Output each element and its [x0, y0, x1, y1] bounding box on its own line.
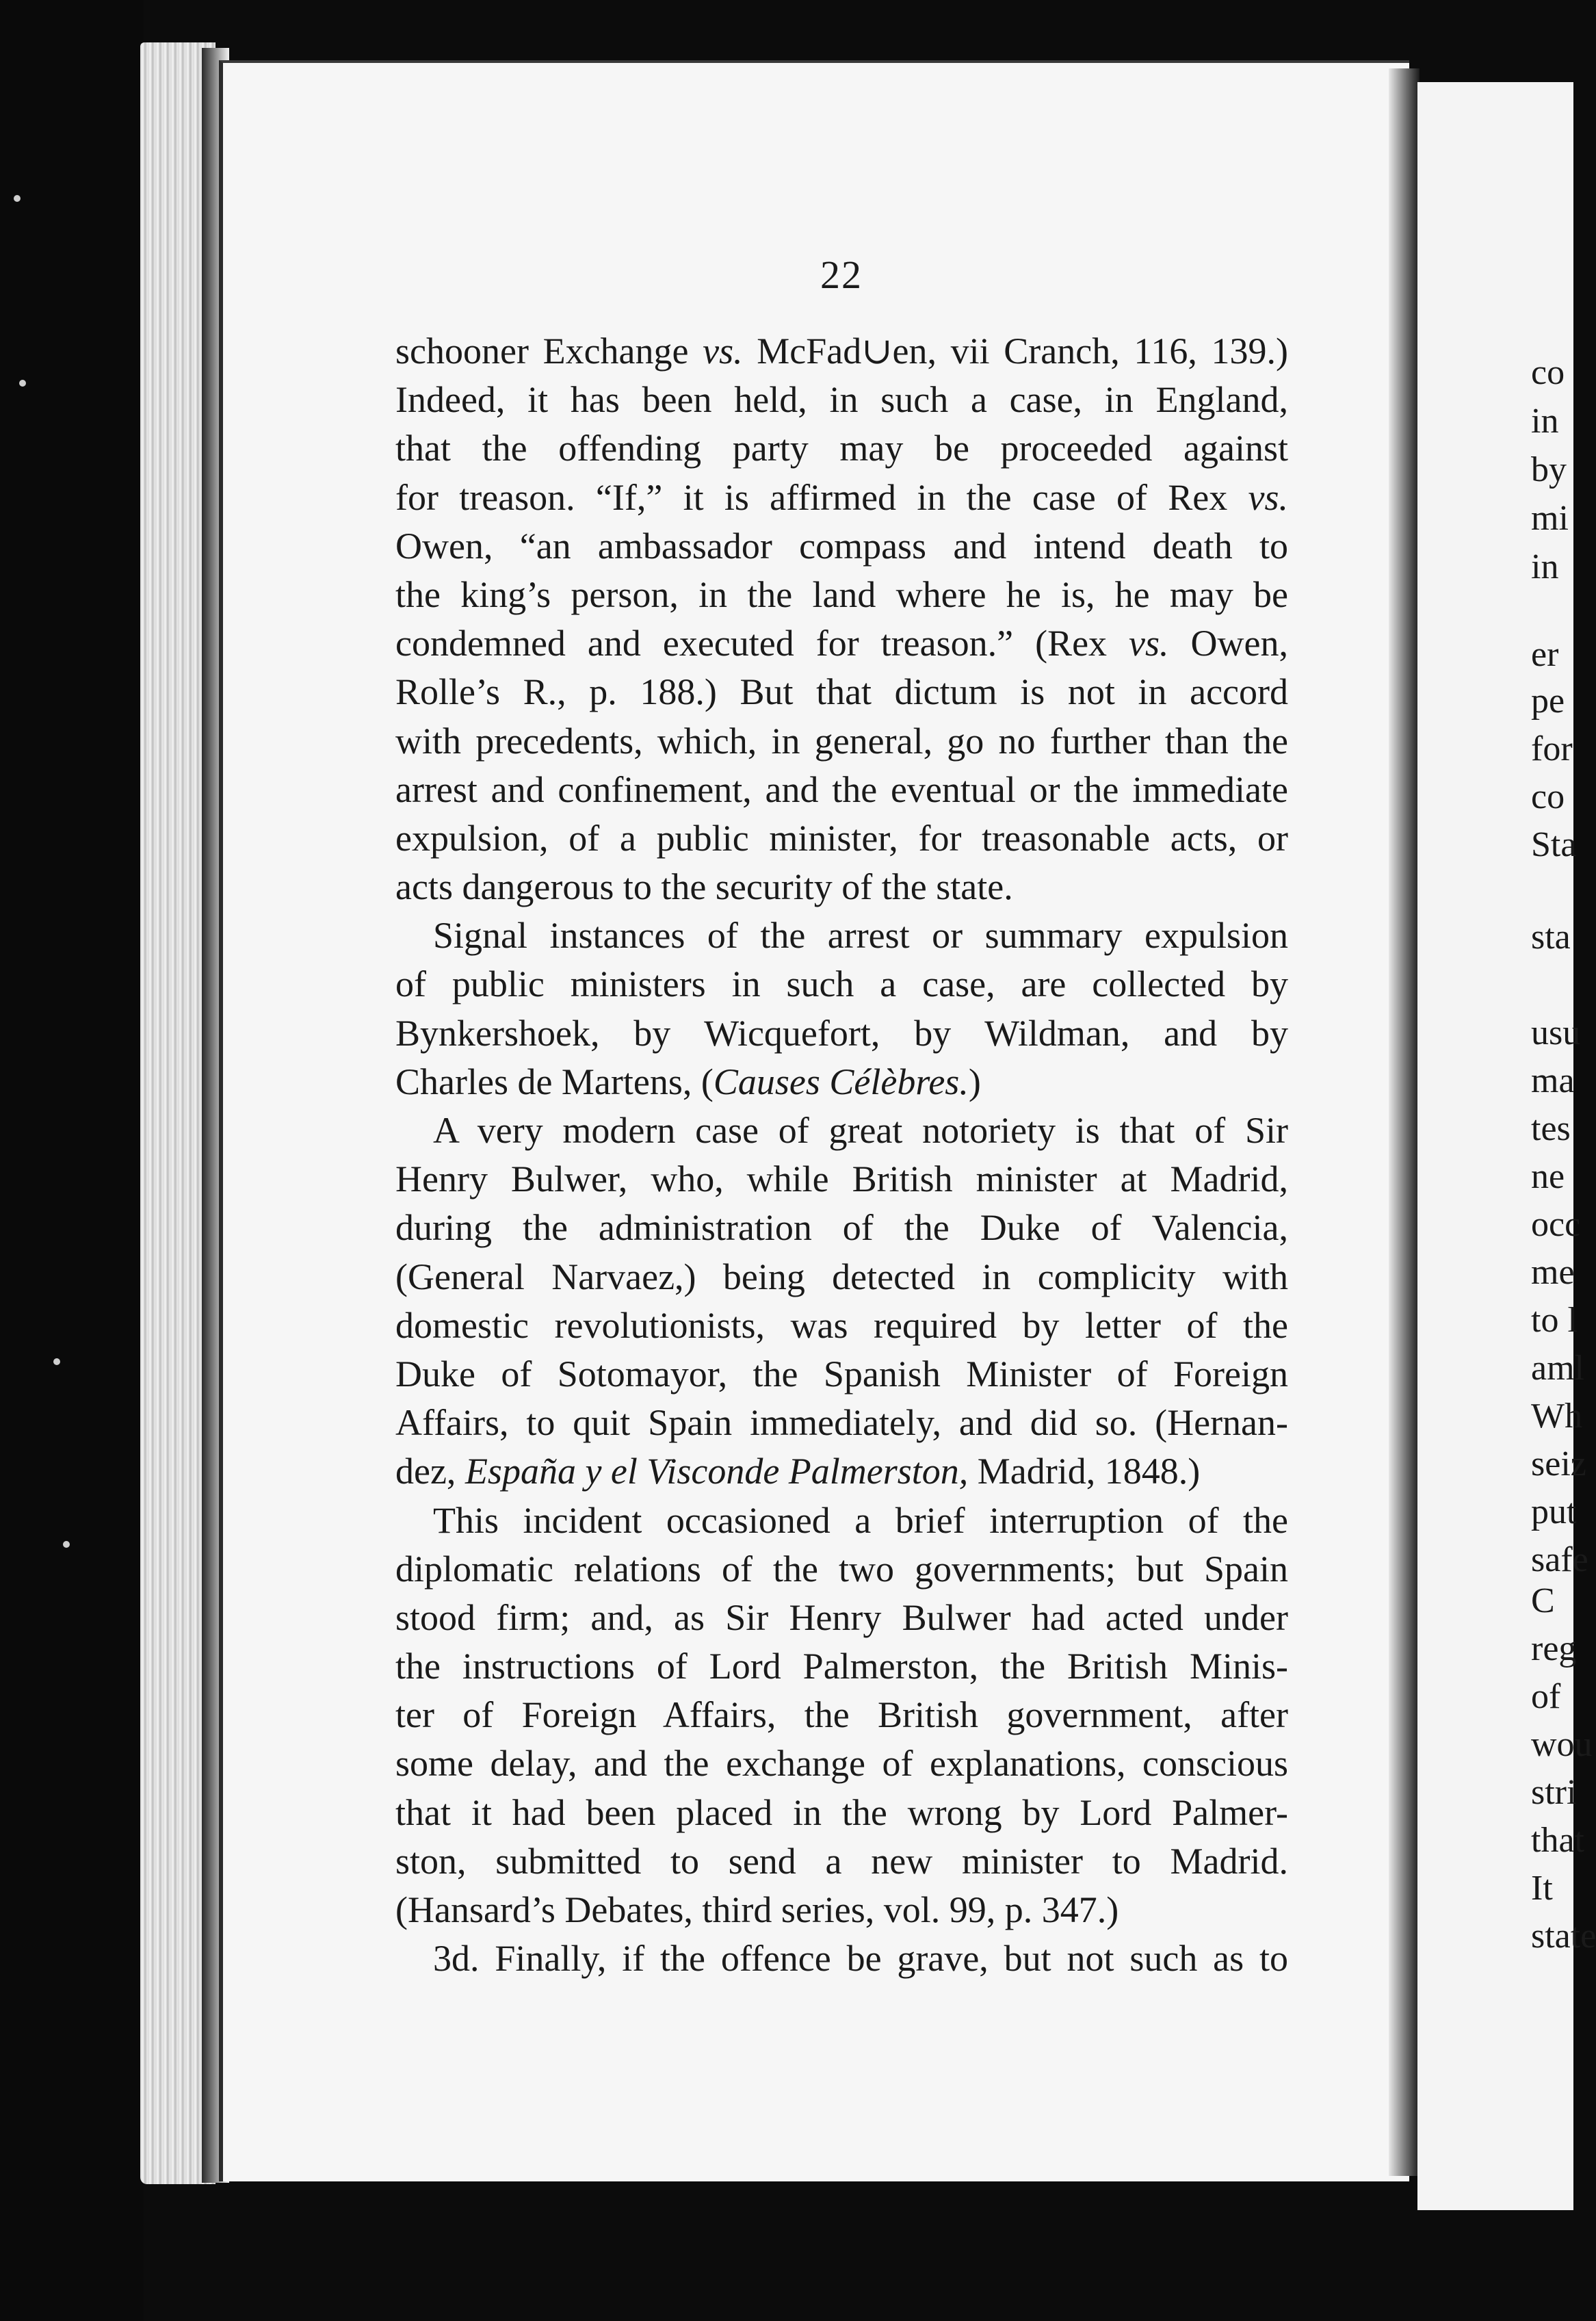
facing-page-fragment: stri [1531, 1773, 1577, 1812]
scan-speck [63, 1541, 70, 1548]
facing-page-fragment: tes [1531, 1109, 1571, 1148]
text-line: Owen, “an ambassador compass and intend death to [395, 525, 1288, 567]
facing-page-fragment: state [1531, 1917, 1596, 1956]
facing-page-fragment: in [1531, 547, 1559, 586]
facing-page-fragment: for [1531, 729, 1573, 768]
facing-page-fragment: wou [1531, 1725, 1593, 1764]
facing-page-fragment: It [1531, 1869, 1553, 1908]
text-line: dez, España y el Visconde Palmerston, Madrid, 1848.) [395, 1451, 1201, 1492]
text-line: some delay, and the exchange of explanations, conscious [395, 1743, 1288, 1785]
text-line: schooner Exchange vs. McFad∪en, vii Cranch, 116, 139.) [395, 330, 1288, 372]
scan-speck [14, 195, 21, 202]
book-gutter [1389, 68, 1420, 2176]
facing-page-fragment: pe [1531, 682, 1565, 721]
book-edge-dark [0, 0, 144, 2321]
facing-page-fragment: seiz [1531, 1444, 1586, 1483]
text-line: Duke of Sotomayor, the Spanish Minister of Foreign [395, 1353, 1288, 1395]
text-line: of public ministers in such a case, are collected by [395, 963, 1288, 1005]
facing-page-fragment: in [1531, 402, 1559, 441]
text-line: (General Narvaez,) being detected in complicity with [395, 1256, 1288, 1297]
facing-page-fragment: sta [1531, 918, 1571, 957]
text-line: 3d. Finally, if the offence be grave, but not such as to [433, 1938, 1288, 1980]
text-line: This incident occasioned a brief interruption of the [433, 1499, 1288, 1541]
text-line: during the administration of the Duke of Valencia, [395, 1207, 1288, 1249]
text-line: diplomatic relations of the two governments; but Spain [395, 1548, 1288, 1590]
page-body-text [395, 327, 1288, 1983]
facing-page-fragment: C [1531, 1581, 1555, 1620]
text-line: Charles de Martens, (Causes Célèbres.) [395, 1061, 981, 1102]
text-line: with precedents, which, in general, go no further than the [395, 720, 1288, 762]
text-line: ston, submitted to send a new minister to Madrid. [395, 1840, 1288, 1882]
scan-speck [19, 380, 26, 387]
text-line: (Hansard’s Debates, third series, vol. 99, p. 347.) [395, 1889, 1119, 1930]
facing-page-fragment: aml [1531, 1349, 1584, 1388]
text-line: Rolle’s R., p. 188.) But that dictum is not in accord [395, 671, 1288, 713]
text-line: A very modern case of great notoriety is that of Sir [433, 1110, 1288, 1151]
text-line: for treason. “If,” it is affirmed in the case of Rex vs. [395, 476, 1288, 518]
text-line: Henry Bulwer, who, while British minister at Madrid, [395, 1158, 1288, 1200]
facing-page-fragment: Sta [1531, 825, 1577, 864]
facing-page-fragment: usu [1531, 1013, 1581, 1052]
facing-page-fragment: by [1531, 450, 1567, 489]
text-line: the instructions of Lord Palmerston, the British Minis- [395, 1646, 1288, 1687]
scan-speck [53, 1358, 60, 1365]
text-line: Affairs, to quit Spain immediately, and did so. (Hernan- [395, 1402, 1288, 1444]
text-line: domestic revolutionists, was required by letter of the [395, 1304, 1288, 1346]
text-line: Bynkershoek, by Wicquefort, by Wildman, and by [395, 1012, 1288, 1054]
facing-page-fragment: co [1531, 777, 1565, 816]
text-line: condemned and executed for treason.” (Rex vs. Owen, [395, 623, 1288, 664]
text-line: Indeed, it has been held, in such a case, in England, [395, 379, 1288, 421]
facing-page-fragment: er [1531, 635, 1559, 674]
text-line: acts dangerous to the security of the state. [395, 866, 1013, 908]
facing-page-fragment: me [1531, 1253, 1575, 1292]
text-line: that it had been placed in the wrong by Lord Palmer- [395, 1791, 1288, 1833]
text-line: arrest and confinement, and the eventual or the immediate [395, 768, 1288, 810]
facing-page-fragment: Wh [1531, 1397, 1583, 1436]
facing-page-fragment: mi [1531, 499, 1569, 538]
facing-page-fragment: safe [1531, 1540, 1588, 1579]
text-line: ter of Foreign Affairs, the British government, after [395, 1694, 1288, 1736]
facing-page-fragment: co [1531, 353, 1565, 392]
facing-page-fragment: that [1531, 1821, 1584, 1860]
facing-page-fragment: ma [1531, 1061, 1575, 1100]
text-line: the king’s person, in the land where he is, he may be [395, 573, 1288, 615]
text-line: Signal instances of the arrest or summary expulsion [433, 915, 1288, 957]
facing-page-fragment: occ [1531, 1205, 1581, 1244]
facing-page-fragment: reg [1531, 1629, 1577, 1668]
facing-page-fragment: ne [1531, 1157, 1565, 1196]
text-line: stood firm; and, as Sir Henry Bulwer had acted under [395, 1596, 1288, 1638]
facing-page-fragment: to l [1531, 1301, 1578, 1340]
page-number: 22 [820, 252, 863, 297]
facing-page-fragment: of [1531, 1677, 1561, 1716]
text-line: that the offending party may be proceeded against [395, 428, 1288, 469]
facing-page-fragment: put [1531, 1492, 1577, 1531]
text-line: expulsion, of a public minister, for treasonable acts, or [395, 817, 1288, 859]
